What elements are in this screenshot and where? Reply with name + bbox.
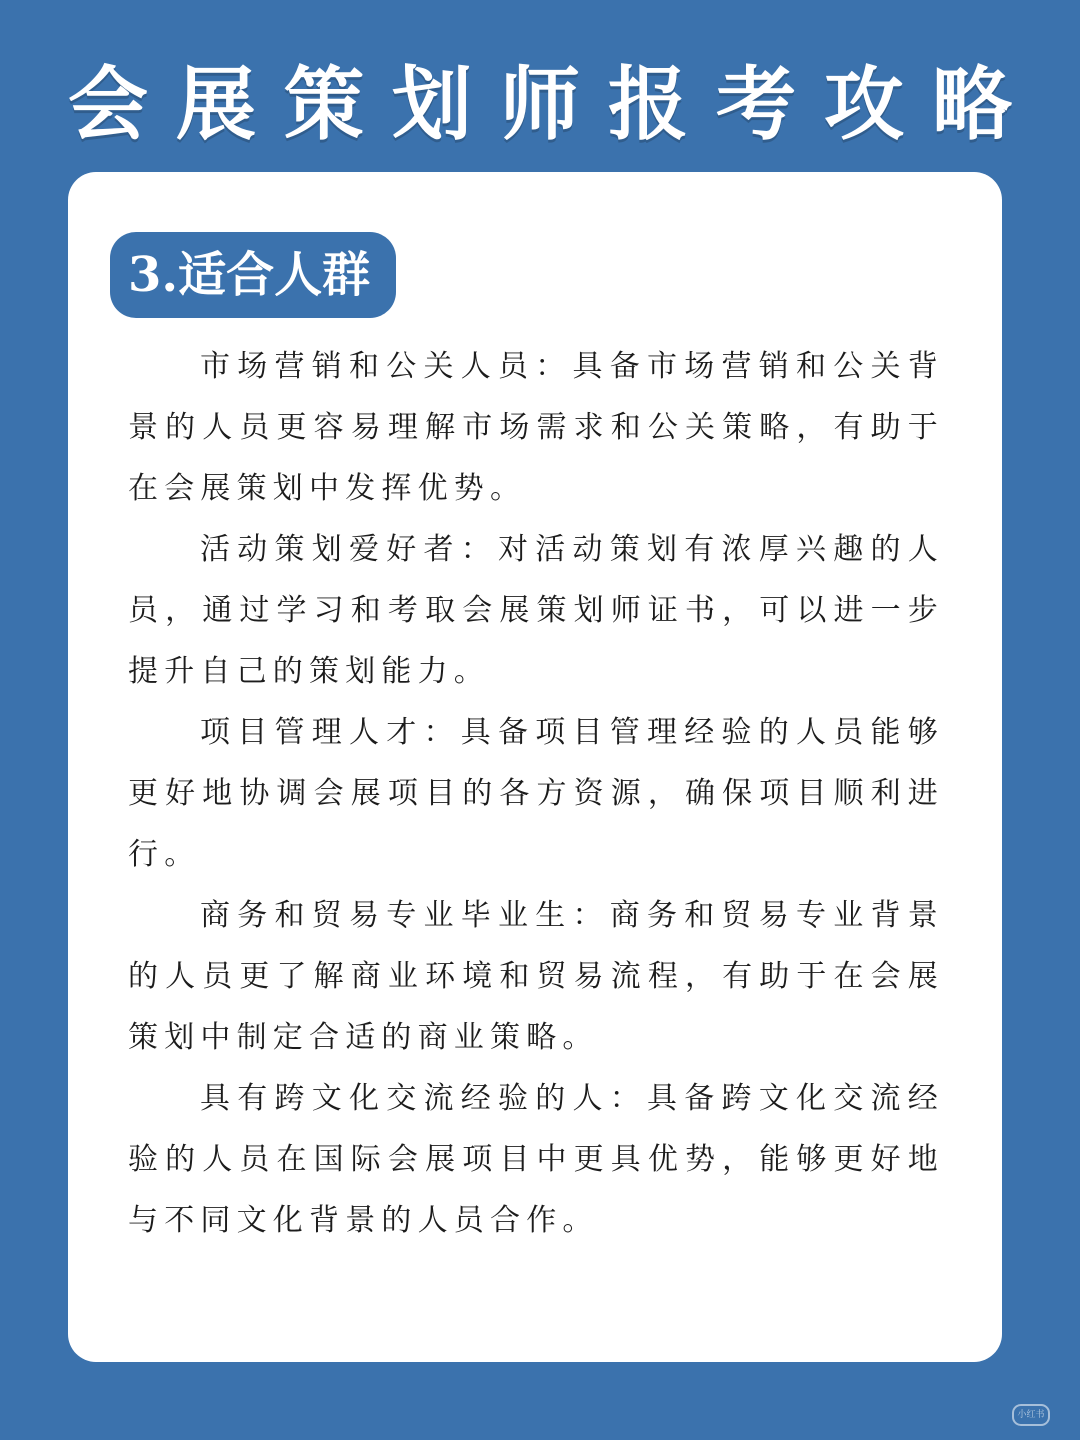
paragraph-marketing-pr: 市场营销和公关人员：具备市场营销和公关背景的人员更容易理解市场需求和公关策略，有助于在会展策划中发挥优势。 [128, 349, 944, 506]
page-title: 会展策划师报考攻略 [68, 57, 1040, 151]
article-body [128, 336, 944, 1251]
content-card [68, 172, 1002, 1362]
paragraph-event-enthusiasts: 活动策划爱好者：对活动策划有浓厚兴趣的人员，通过学习和考取会展策划师证书，可以进一步提升自己的策划能力。 [128, 532, 944, 689]
paragraph-cross-cultural: 具有跨文化交流经验的人：具备跨文化交流经验的人员在国际会展项目中更具优势，能够更好地与不同文化背景的人员合作。 [128, 1081, 944, 1238]
watermark-logo: 小红书 [1012, 1404, 1050, 1426]
paragraph-business-graduates: 商务和贸易专业毕业生：商务和贸易专业背景的人员更了解商业环境和贸易流程，有助于在会展策划中制定合适的商业策略。 [128, 898, 944, 1055]
section-badge: 3.适合人群 [110, 232, 396, 318]
paragraph-project-managers: 项目管理人才：具备项目管理经验的人员能够更好地协调会展项目的各方资源，确保项目顺利进行。 [128, 715, 944, 872]
